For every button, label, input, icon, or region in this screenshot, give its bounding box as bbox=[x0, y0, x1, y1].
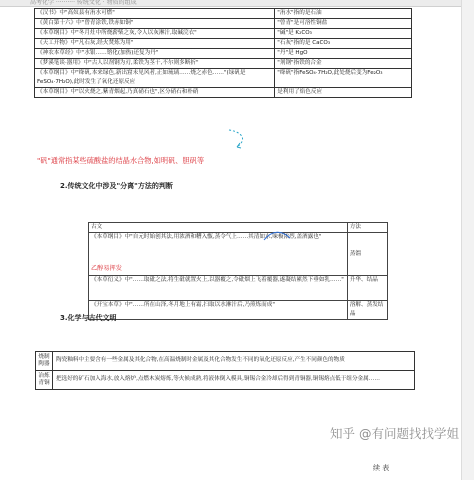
table-row bbox=[35, 29, 412, 39]
table-row bbox=[36, 352, 415, 371]
table-cell: "剂钢"指铁的合金 bbox=[275, 59, 412, 69]
table-cell: 溶解、蒸发结晶 bbox=[347, 301, 387, 320]
column-header: 古文 bbox=[89, 223, 348, 233]
column-header: 方法 bbox=[347, 223, 387, 233]
red-annotation-label: 乙醇易挥发 bbox=[91, 265, 122, 272]
table-cell: 《本草纲目》中"绛矾,本来绿色,新出窟未见风者,正如琉璃……烧之赤色……"(绿矾是FeSO₄·7H₂O),此时发生了氧化还原反应 bbox=[35, 69, 275, 88]
table-row bbox=[89, 233, 388, 276]
table-cell: 《梦溪笔谈·器用》中"古人以剂钢为刃,柔铁为茎干,不尔则多断折" bbox=[35, 59, 275, 69]
table-cell: 陶瓷釉料中主要含有一些金属及其化合物,在高温烧制时金属及其化合物发生不同的氧化还原反应,产生不同颜色的物质 bbox=[53, 352, 415, 371]
header-faint-text: 高考化学 ·········· 传统文化 · 物质的组成 bbox=[30, 0, 137, 6]
table-cell: "洧水"指的是石油 bbox=[275, 9, 412, 19]
table-row bbox=[36, 371, 415, 390]
red-annotation-note: "矾"通常指某些硫酸盐的结晶水合物,如明矾、胆矾等 bbox=[37, 156, 205, 165]
table-cell: 《本草纲目》中"冬月灶中所烧薪柴之灰,令人以灰淋汁,取碱浣衣" bbox=[35, 29, 275, 39]
table-row bbox=[35, 39, 412, 49]
watermark: 知乎 @有问题找找学姐 bbox=[330, 426, 459, 441]
table-row bbox=[35, 59, 412, 69]
separation-methods-table bbox=[88, 222, 388, 320]
table-cell: "丹"是 HgO bbox=[275, 49, 412, 59]
table-row bbox=[35, 19, 412, 29]
table-cell: "曾青"是可溶性铜盐 bbox=[275, 19, 412, 29]
table-cell: 《汉书》中"高奴县有洧水可燃" bbox=[35, 9, 275, 19]
table-cell: 《黄白第十六》中"曾青涂铁,铁赤如铜" bbox=[35, 19, 275, 29]
annotation-dashed-arrow bbox=[225, 128, 249, 150]
table-cell: 《开宝本草》中"……所在山泽,冬月地上有霜,扫取以水淋汁后,乃煎炼而成" bbox=[89, 301, 348, 320]
table-cell: 升华、结晶 bbox=[347, 276, 387, 301]
table-cell: 《天工开物》中"凡石灰,经火焚炼为用" bbox=[35, 39, 275, 49]
table-row bbox=[89, 276, 388, 301]
table-cell: 蒸馏 bbox=[347, 233, 387, 276]
table-cell: "石灰"指的是 CaCO₃ bbox=[275, 39, 412, 49]
table-row bbox=[35, 88, 412, 98]
table-cell: "碱"是 K₂CO₃ bbox=[275, 29, 412, 39]
table-row bbox=[89, 301, 388, 320]
ancient-civilization-table bbox=[35, 351, 415, 390]
section-3-heading: 3.化学与古代文明 bbox=[60, 314, 117, 322]
table-row bbox=[35, 49, 412, 59]
table-cell: "绛矾"指FeSO₄·7H₂O,此处烧后变为Fe₂O₃ bbox=[275, 69, 412, 88]
table-row bbox=[35, 69, 412, 88]
row-key: 冶炼青铜 bbox=[36, 371, 53, 390]
table-cell: 是利用了焰色反应 bbox=[275, 88, 412, 98]
section-2-heading: 2.传统文化中涉及"分离"方法的判断 bbox=[60, 182, 173, 190]
substance-table bbox=[34, 8, 412, 98]
viewer-right-strip[interactable] bbox=[461, 0, 474, 480]
document-top-bar bbox=[0, 0, 474, 7]
table-row bbox=[35, 9, 412, 19]
table-cell: 《本草纲目》中"自元时始创其法,用浓酒和糟入甑,蒸令气上……其清如水,味极浓烈,盖酒露也" bbox=[89, 233, 348, 276]
table-header-row bbox=[89, 223, 388, 233]
table-cell: 《本草纲目》中"以火烧之,紫青烟起,乃真硝石也",区分硝石和朴硝 bbox=[35, 88, 275, 98]
annotation-blue-arc bbox=[262, 228, 292, 242]
continued-label: 续 表 bbox=[373, 464, 390, 472]
row-key: 烧制陶器 bbox=[36, 352, 53, 371]
table-cell: 《神农本草经》中"水银……镕化(加热)还复为丹" bbox=[35, 49, 275, 59]
table-cell: 把选好的矿石加入海水,放入熔炉,点燃木炭熔炼,等火候成熟,将液体倒入模具,铜锡合金冷却后得到青铜器,铜锡熔点低于组分金属…… bbox=[53, 371, 415, 390]
table-cell: 《本草衍义》中"……取砒之法,将生砒就置火上,以器覆之,令砒烟上飞着覆器,遂凝结累然下垂如乳……" bbox=[89, 276, 348, 301]
